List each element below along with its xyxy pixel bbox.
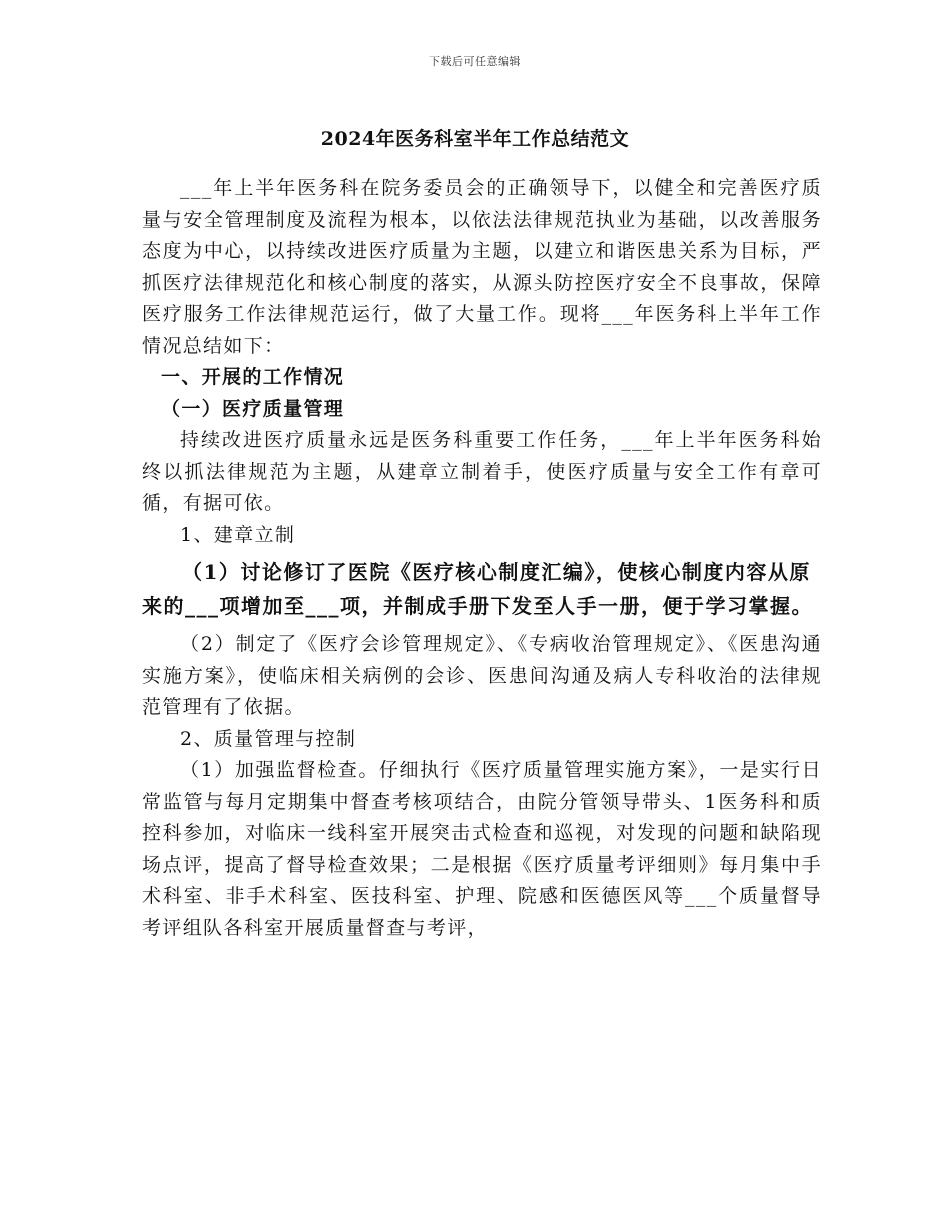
- item-heading-1: 1、建章立制: [180, 523, 296, 546]
- document-body: [142, 173, 822, 944]
- section-heading-1: 一、开展的工作情况: [161, 366, 345, 388]
- subsection-heading-1: （一）医疗质量管理: [161, 397, 345, 420]
- item-heading-2: 2、质量管理与控制: [180, 727, 357, 750]
- intro-paragraph: ___年上半年医务科在院务委员会的正确领导下，以健全和完善医疗质量与安全管理制度及流程为根本，以依法法律规范执业为基础，以改善服务态度为中心，以持续改进医疗质量为主题，以建立和谐医患关系为目标，严抓医疗法律规范化和核心制度的落实，从源头防控医疗安全不良事故，保障医疗服务工作法律规范运行，做了大量工作。现将___年医务科上半年工作情况总结如下：: [142, 177, 822, 357]
- item-2-point-1: （1）加强监督检查。仔细执行《医疗质量管理实施方案》，一是实行日常监管与每月定期集中督查考核项结合，由院分管领导带头、1医务科和质控科参加，对临床一线科室开展突击式检查和巡视，对发现的问题和缺陷现场点评，提高了督导检查效果；二是根据《医疗质量考评细则》每月集中手术科室、非手术科室、医技科室、护理、院感和医德医风等___个质量督导考评组队各科室开展质量督查与考评，: [142, 759, 822, 939]
- item-1-point-2: （2）制定了《医疗会诊管理规定》、《专病收治管理规定》、《医患沟通实施方案》，使临床相关病例的会诊、医患间沟通及病人专科收治的法律规范管理有了依据。: [142, 633, 822, 718]
- subsection-paragraph-1: 持续改进医疗质量永远是医务科重要工作任务，___年上半年医务科始终以抓法律规范为主题，从建章立制着手，使医疗质量与安全工作有章可循，有据可依。: [142, 429, 822, 514]
- header-note: 下载后可任意编辑: [429, 55, 521, 68]
- item-1-point-1: （1）讨论修订了医院《医疗核心制度汇编》，使核心制度内容从原来的___项增加至___项，并制成手册下发至人手一册，便于学习掌握。: [142, 560, 813, 618]
- document-title: 2024年医务科室半年工作总结范文: [320, 128, 630, 150]
